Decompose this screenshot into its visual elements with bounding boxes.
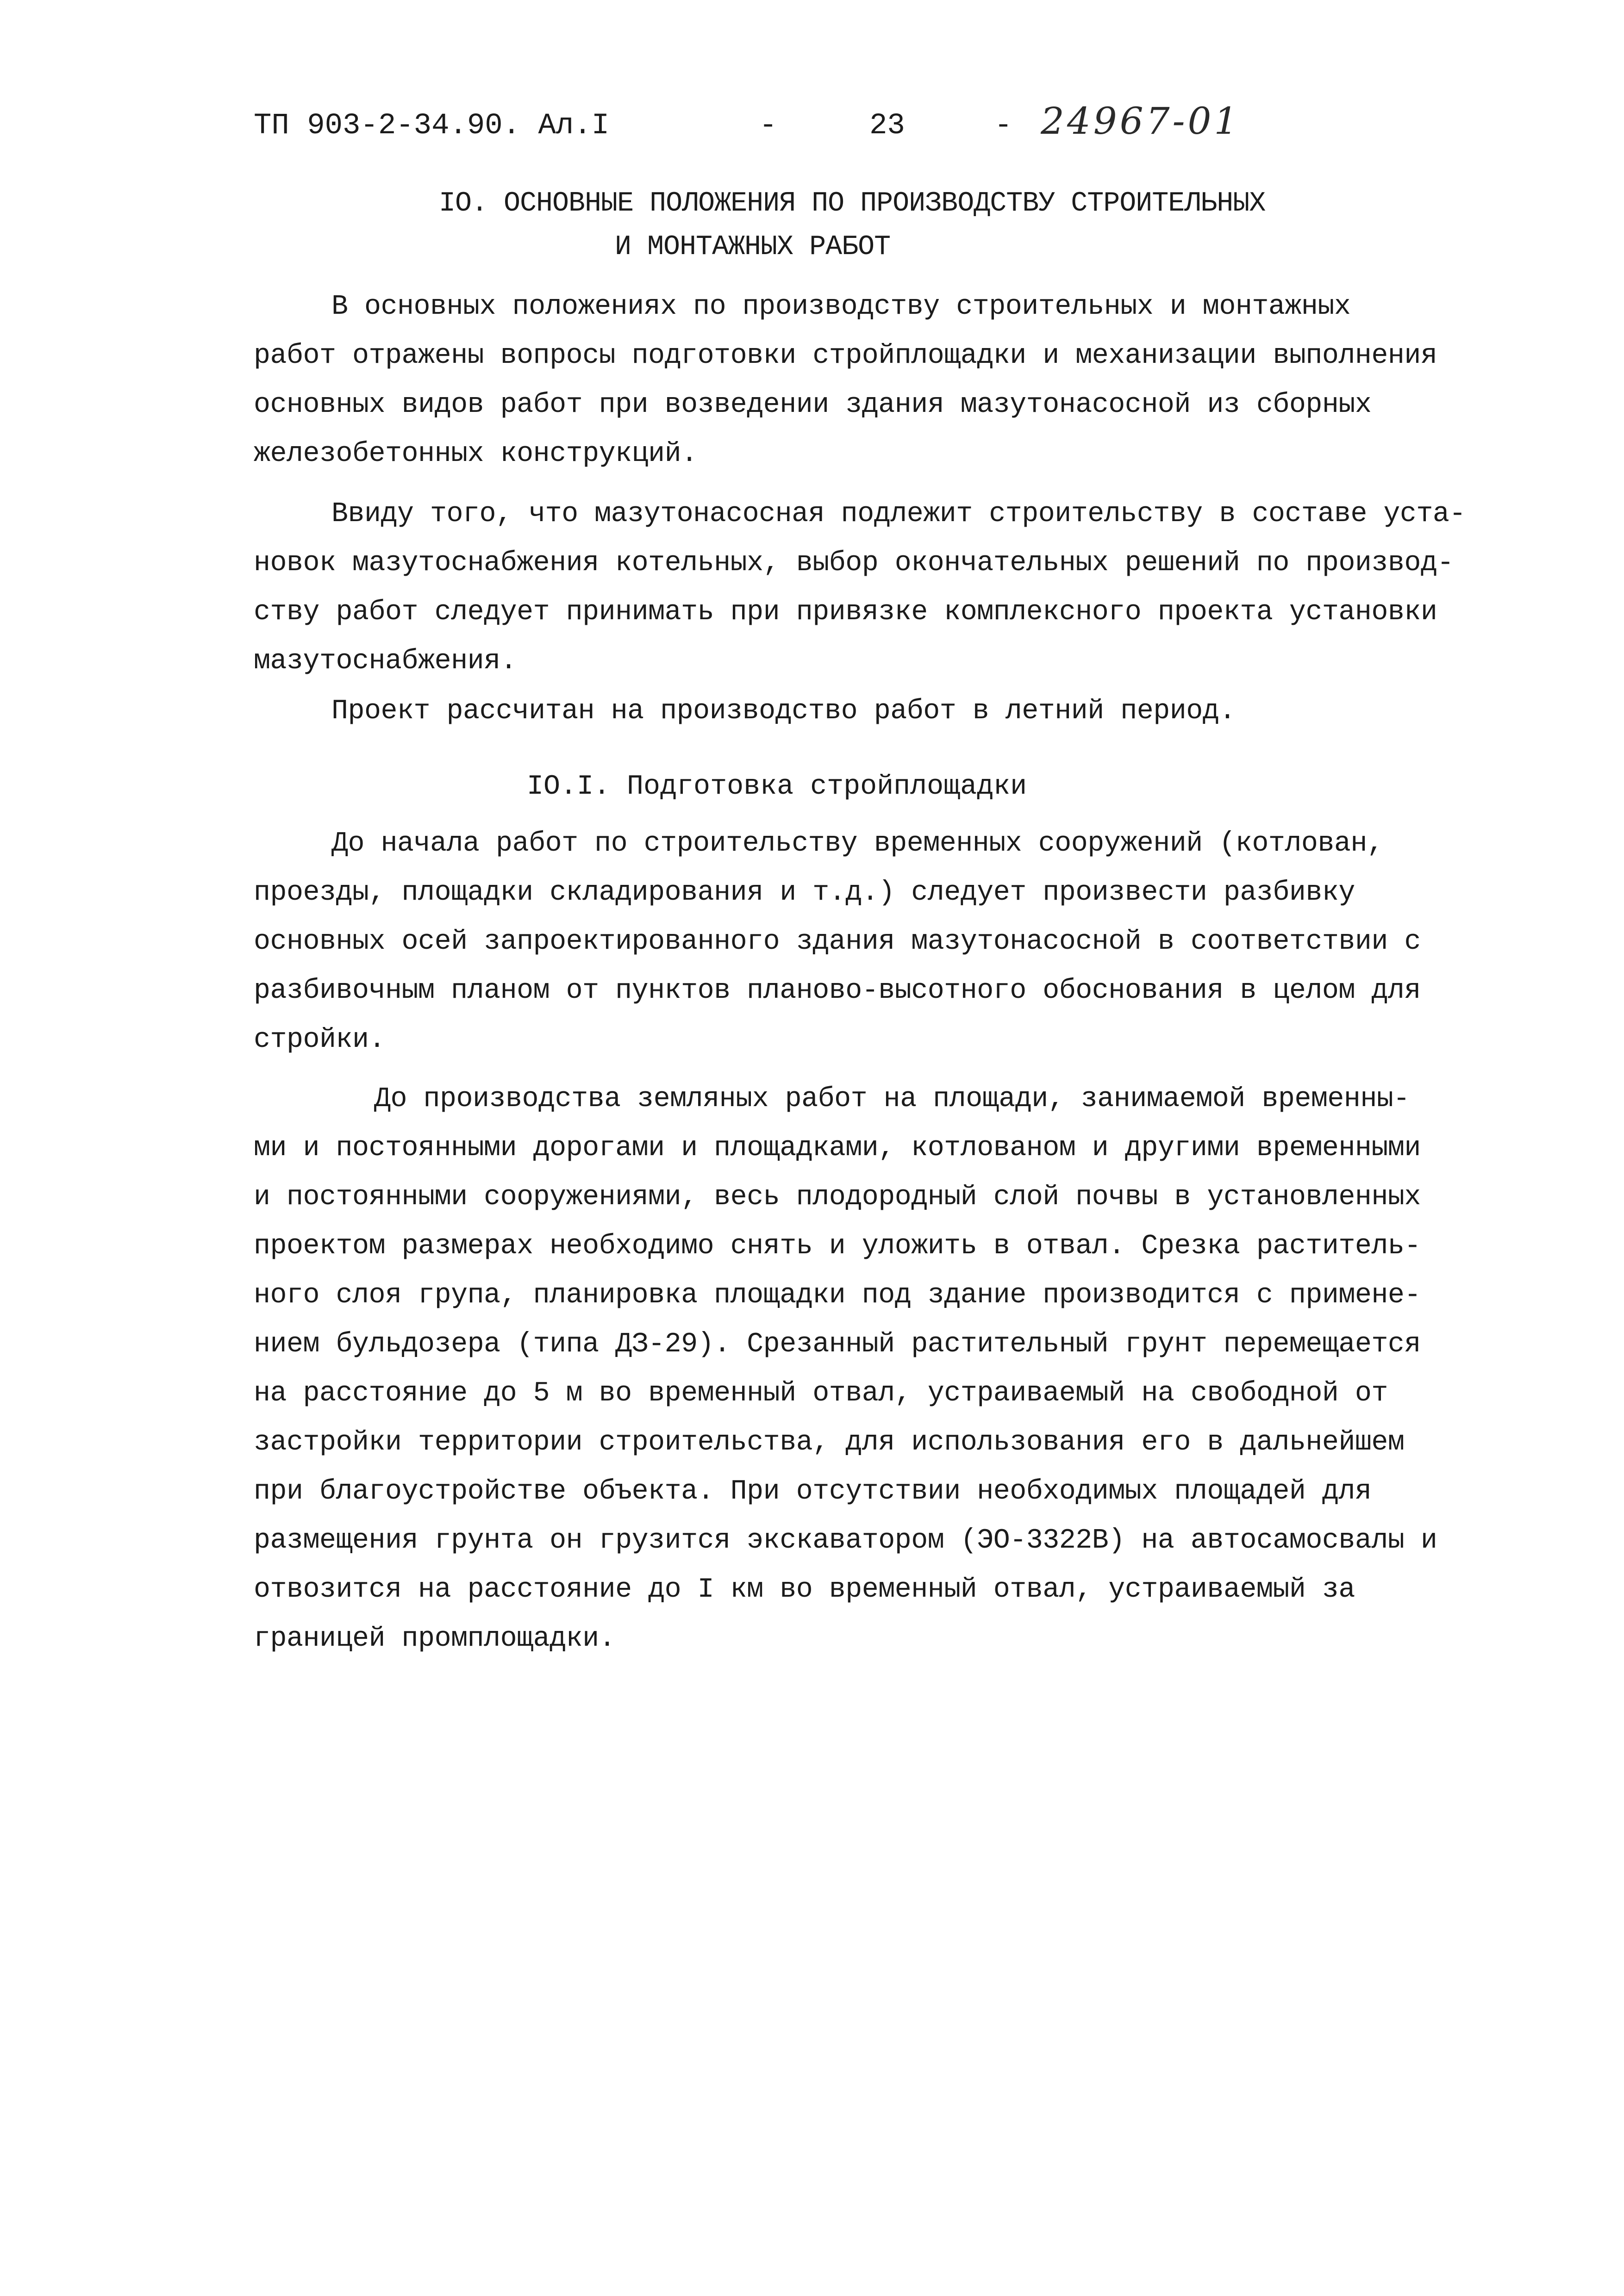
text-line: отвозится на расстояние до I км во временный отвал, устраиваемый за <box>254 1574 1355 1605</box>
text-line: железобетонных конструкций. <box>254 438 698 470</box>
header-dash-left: - <box>759 109 777 143</box>
subsection-title: IO.I. Подготовка стройплощадки <box>527 771 1027 803</box>
text-line: ного слоя група, планировка площадки под здание производится с примене- <box>254 1280 1421 1311</box>
paragraph-sub-1 <box>254 819 1421 1064</box>
paragraph-sub-2 <box>254 1075 1437 1663</box>
text-line: новок мазутоснабжения котельных, выбор окончательных решений по производ- <box>254 548 1454 579</box>
handwritten-inventory-number: 24967-01 <box>1041 100 1241 143</box>
text-line: нием бульдозера (типа ДЗ-29). Срезанный растительный грунт перемещается <box>254 1329 1421 1360</box>
text-line: при благоустройстве объекта. При отсутствии необходимых площадей для <box>254 1476 1372 1507</box>
text-line: проезды, площадки складирования и т.д.) следует произвести разбивку <box>254 877 1355 908</box>
text-line: проектом размерах необходимо снять и уложить в отвал. Срезка раститель- <box>254 1231 1421 1262</box>
text-line: размещения грунта он грузится экскаватором (ЭО-3322В) на автосамосвалы и <box>254 1525 1437 1556</box>
text-line: границей промплощадки. <box>254 1623 616 1655</box>
text-line: В основных положениях по производству строительных и монтажных <box>331 291 1351 323</box>
page-number: 23 <box>869 109 905 143</box>
paragraph-intro-2 <box>254 490 1466 686</box>
text-line: ству работ следует принимать при привязке комплексного проекта установки <box>254 597 1437 628</box>
paragraph-intro-3 <box>254 687 1402 736</box>
text-line: Ввиду того, что мазутонасосная подлежит строительству в составе уста- <box>331 498 1466 530</box>
text-line: основных видов работ при возведении здания мазутонасосной из сборных <box>254 389 1372 421</box>
text-line: Проект рассчитан на производство работ в летний период. <box>331 696 1236 727</box>
section-title-line2: И МОНТАЖНЫХ РАБОТ <box>615 231 891 263</box>
text-line: До начала работ по строительству временных сооружений (котлован, <box>331 828 1384 859</box>
text-line: застройки территории строительства, для использования его в дальнейшем <box>254 1427 1405 1458</box>
text-line: и постоянными сооружениями, весь плодородный слой почвы в установленных <box>254 1182 1421 1213</box>
header-dash-right: - <box>994 109 1012 143</box>
text-line: основных осей запроектированного здания мазутонасосной в соответствии с <box>254 926 1421 958</box>
text-line: работ отражены вопросы подготовки стройплощадки и механизации выполнения <box>254 340 1437 372</box>
text-line: разбивочным планом от пунктов планово-высотного обоснования в целом для <box>254 975 1421 1007</box>
text-line: на расстояние до 5 м во временный отвал, устраиваемый на свободной от <box>254 1378 1388 1409</box>
section-title-line1: IO. ОСНОВНЫЕ ПОЛОЖЕНИЯ ПО ПРОИЗВОДСТВУ СТРОИТЕЛЬНЫХ <box>439 188 1266 219</box>
text-line: стройки. <box>254 1024 386 1056</box>
document-code: ТП 903-2-34.90. Ал.I <box>254 109 610 143</box>
text-line: До производства земляных работ на площади, занимаемой временны- <box>374 1083 1410 1115</box>
text-line: ми и постоянными дорогами и площадками, котлованом и другими временными <box>254 1132 1421 1164</box>
paragraph-intro-1 <box>254 282 1437 479</box>
text-line: мазутоснабжения. <box>254 646 517 677</box>
